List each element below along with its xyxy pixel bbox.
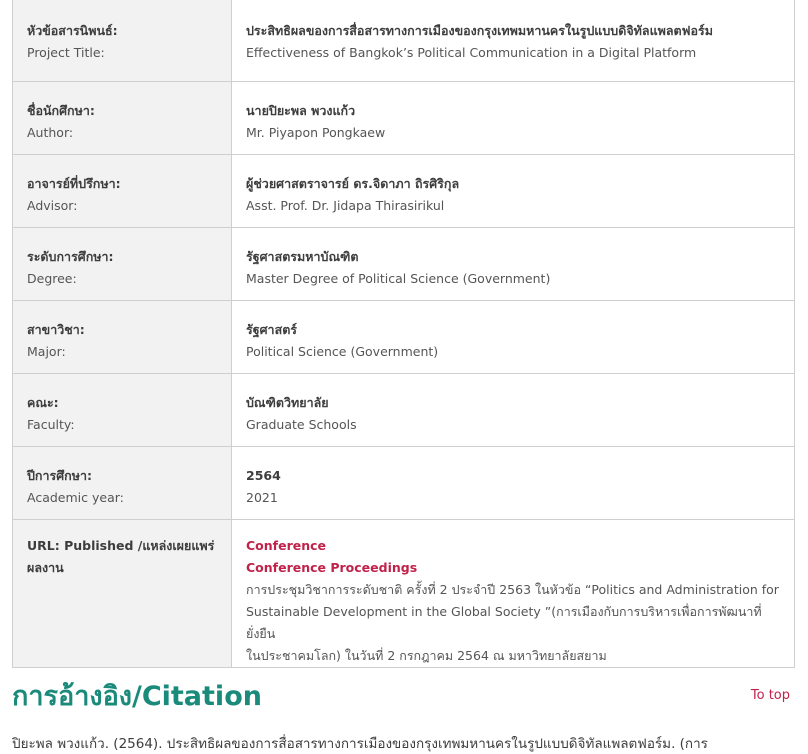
- label-th: คณะ:: [27, 394, 59, 410]
- value-cell: [232, 300, 795, 373]
- table-row-author: [13, 81, 795, 154]
- label-en: Project Title:: [27, 45, 105, 60]
- label-cell: [13, 227, 232, 300]
- label-cell: [13, 300, 232, 373]
- table-row-academic-year: [13, 446, 795, 519]
- value-en: Master Degree of Political Science (Government): [246, 270, 551, 286]
- value-th: ประสิทธิผลของการสื่อสารทางการเมืองของกรุงเทพมหานครในรูปแบบดิจิทัลแพลตฟอร์ม: [246, 23, 713, 38]
- label-en: Faculty:: [27, 416, 75, 432]
- citation-heading: การอ้างอิง/Citation: [12, 681, 262, 712]
- value-th: บัณฑิตวิทยาลัย: [246, 394, 329, 410]
- citation-reference-text: ปิยะพล พวงแก้ว. (2564). ประสิทธิผลของการสื่อสารทางการเมืองของกรุงเทพมหานครในรูปแบบดิจิทัลแพลตฟอร์ม. (การ: [12, 736, 708, 752]
- value-th: ผู้ช่วยศาสตราจารย์ ดร.จิดาภา ถิรศิริกุล: [246, 175, 460, 191]
- label-en: Advisor:: [27, 197, 78, 213]
- publication-desc-line3: ในประชาคมโลก) ในวันที่ 2 กรกฎาคม 2564 ณ มหาวิทยาลัยสยาม: [246, 647, 607, 663]
- label-en: Academic year:: [27, 489, 124, 505]
- value-cell: [232, 154, 795, 227]
- label-th: หัวข้อสารนิพนธ์:: [27, 23, 118, 38]
- table-row-advisor: [13, 154, 795, 227]
- table-row-url-published: [13, 519, 795, 667]
- to-top-link[interactable]: To top: [750, 688, 790, 703]
- conference-proceedings-link[interactable]: Conference Proceedings: [246, 559, 418, 575]
- label-en: Major:: [27, 343, 66, 359]
- conference-link[interactable]: Conference: [246, 537, 327, 553]
- label-cell: [13, 81, 232, 154]
- label-url-line1: URL: Published /แหล่งเผยแพร่: [27, 537, 215, 553]
- value-en: Political Science (Government): [246, 343, 439, 359]
- label-th: ชื่อนักศึกษา:: [27, 102, 95, 118]
- table-row-project-title: [13, 0, 795, 81]
- label-cell: [13, 519, 232, 667]
- table-row-faculty: [13, 373, 795, 446]
- label-cell: [13, 446, 232, 519]
- label-cell: [13, 0, 232, 81]
- value-en: 2021: [246, 489, 278, 505]
- value-en: Mr. Piyapon Pongkaew: [246, 124, 386, 140]
- label-cell: [13, 373, 232, 446]
- label-en: Author:: [27, 124, 74, 140]
- value-cell: [232, 81, 795, 154]
- label-th: ปีการศึกษา:: [27, 467, 92, 483]
- value-cell: [232, 519, 795, 667]
- value-th: รัฐศาสตร์: [246, 321, 298, 337]
- value-en: Graduate Schools: [246, 416, 357, 432]
- label-th: สาขาวิชา:: [27, 321, 85, 337]
- project-info-table: [12, 0, 795, 668]
- table-row-degree: [13, 227, 795, 300]
- table-row-major: [13, 300, 795, 373]
- value-cell: [232, 0, 795, 81]
- value-cell: [232, 227, 795, 300]
- publication-desc-line1: การประชุมวิชาการระดับชาติ ครั้งที่ 2 ประจำปี 2563 ในหัวข้อ “Politics and Administration for: [246, 581, 779, 597]
- publication-desc-line2: Sustainable Development in the Global Society ”(การเมืองกับการบริหารเพื่อการพัฒนาที่ยั่งยืน: [246, 603, 762, 641]
- value-th: 2564: [246, 467, 281, 483]
- label-cell: [13, 154, 232, 227]
- label-th: อาจารย์ที่ปรึกษา:: [27, 175, 121, 191]
- value-th: นายปิยะพล พวงแก้ว: [246, 102, 356, 118]
- value-cell: [232, 373, 795, 446]
- value-cell: [232, 446, 795, 519]
- value-th: รัฐศาสตรมหาบัณฑิต: [246, 248, 359, 264]
- value-en: Effectiveness of Bangkok’s Political Communication in a Digital Platform: [246, 45, 697, 60]
- value-en: Asst. Prof. Dr. Jidapa Thirasirikul: [246, 197, 445, 213]
- label-url-line2: ผลงาน: [27, 559, 64, 575]
- label-en: Degree:: [27, 270, 77, 286]
- label-th: ระดับการศึกษา:: [27, 248, 114, 264]
